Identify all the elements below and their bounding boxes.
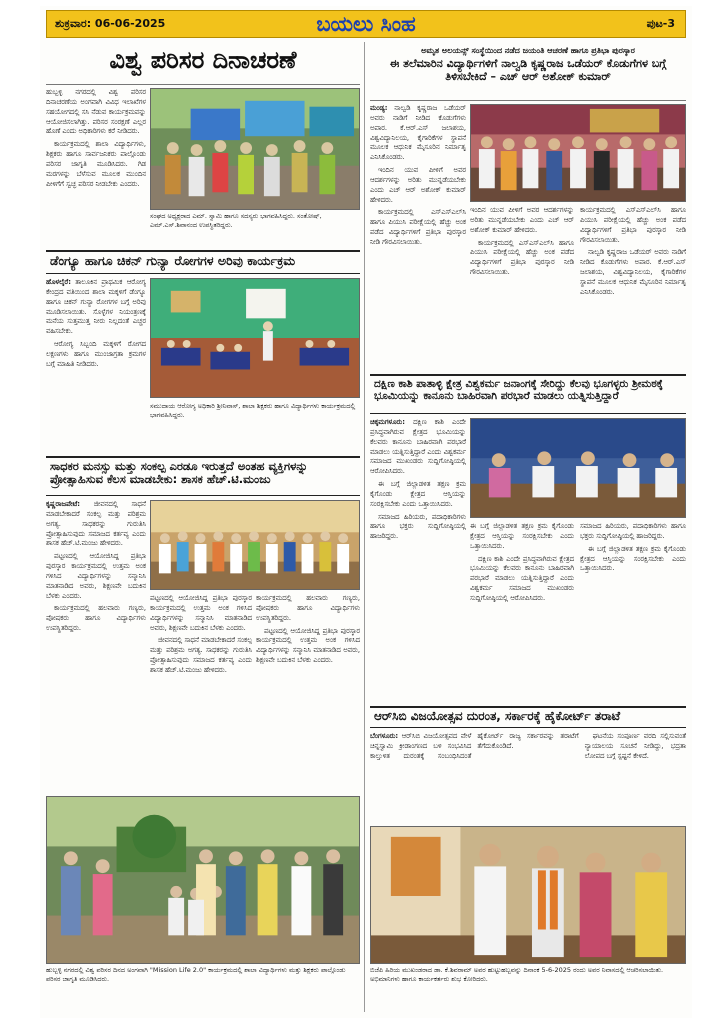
mission-life-photo xyxy=(46,796,360,964)
issue-date: ಶುಕ್ರವಾರ: 06-06-2025 xyxy=(55,17,166,30)
kashi-body-col3 xyxy=(580,522,686,700)
divider xyxy=(46,84,360,85)
dengue-headline: ಡೆಂಗ್ಯೂ ಹಾಗೂ ಚಿಕನ್ ಗುನ್ಯಾ ರೋಗಗಳ ಅರಿವು ಕಾರ್ಯಕ್ರಮ xyxy=(46,250,360,274)
kashi-paragraph: ಸಮಾಜದ ಹಿರಿಯರು, ಪದಾಧಿಕಾರಿಗಳು ಹಾಗೂ ಭಕ್ತರು ಸುದ್ದಿಗೋಷ್ಠಿಯಲ್ಲಿ ಹಾಜರಿದ್ದರು. xyxy=(370,512,466,541)
rcb-body xyxy=(370,732,686,822)
kashi-photo xyxy=(470,418,686,518)
award-headline: ಈ ತಲೆಮಾರಿನ ವಿದ್ಯಾರ್ಥಿಗಳಿಗೆ ನಾಲ್ವಡಿ ಕೃಷ್ಣರಾಜ ಒಡೆಯರ್ ಕೊಡುಗೆಗಳ ಬಗ್ಗೆ ತಿಳಿಸಬೇಕಿದೆ – ಎಚ್ ಆರ್ ಅಶೋಕ್ ಕುಮಾರ್ xyxy=(389,57,667,83)
mla-paragraph: ಜೀವನದಲ್ಲಿ ಸಾಧನೆ ಮಾಡಬೇಕಾದರೆ ಸಂಕಲ್ಪ ಮತ್ತು ಪರಿಶ್ರಮ ಅಗತ್ಯ. ಸಾಧಕರನ್ನು ಗುರುತಿಸಿ ಪ್ರೋತ್ಸಾಹಿಸುವುದು ಸಮಾಜದ ಕರ್ತವ್ಯ ಎಂದು ಶಾಸಕ ಹೆಚ್.ಟಿ.ಮಂಜು ಹೇಳಿದರು. xyxy=(46,500,146,548)
award-paragraph: ಇಂದಿನ ಯುವ ಪೀಳಿಗೆ ಅವರ ಆದರ್ಶಗಳನ್ನು ಅರಿತು ಮುನ್ನಡೆಯಬೇಕು ಎಂದು ಎಚ್ ಆರ್ ಅಶೋಕ್ ಕುಮಾರ್ ಹೇಳಿದರು. xyxy=(370,166,466,204)
mla-byline: ಕೃಷ್ಣರಾಜಪೇಟೆ: xyxy=(46,500,81,508)
award-body-col3 xyxy=(580,206,686,368)
birthday-photo xyxy=(370,826,686,964)
mla-paragraph: ಪಟ್ಟಣದಲ್ಲಿ ಆಯೋಜಿಸಿದ್ದ ಪ್ರತಿಭಾ ಪುರಸ್ಕಾರ ಕಾರ್ಯಕ್ರಮದಲ್ಲಿ ಉತ್ತಮ ಅಂಕ ಗಳಿಸಿದ ವಿದ್ಯಾರ್ಥಿಗಳನ್ನು ಸನ್ಮಾನಿಸಿ ಮಾತನಾಡಿದ ಅವರು, ಶಿಕ್ಷಣವೇ ಬದುಕಿನ ಬೆಳಕು ಎಂದರು. xyxy=(46,552,146,600)
rcb-byline: ಬೆಂಗಳೂರು: xyxy=(370,732,399,740)
mla-paragraph: ಜೀವನದಲ್ಲಿ ಸಾಧನೆ ಮಾಡಬೇಕಾದರೆ ಸಂಕಲ್ಪ ಮತ್ತು ಪರಿಶ್ರಮ ಅಗತ್ಯ. ಸಾಧಕರನ್ನು ಗುರುತಿಸಿ ಪ್ರೋತ್ಸಾಹಿಸುವುದು ಸಮಾಜದ ಕರ್ತವ್ಯ ಎಂದು ಶಾಸಕ ಹೆಚ್.ಟಿ.ಮಂಜು ಹೇಳಿದರು. xyxy=(150,636,252,674)
award-byline: ಮಂಡ್ಯ: xyxy=(370,104,388,112)
kashi-paragraph: ಸಮಾಜದ ಹಿರಿಯರು, ಪದಾಧಿಕಾರಿಗಳು ಹಾಗೂ ಭಕ್ತರು ಸುದ್ದಿಗೋಷ್ಠಿಯಲ್ಲಿ ಹಾಜರಿದ್ದರು. xyxy=(580,522,686,540)
kashi-body-col1 xyxy=(370,418,466,700)
award-paragraph: ಕಾರ್ಯಕ್ರಮದಲ್ಲಿ ಎಸ್‌ಎಸ್‌ಎಲ್‌ಸಿ ಹಾಗೂ ಪಿಯುಸಿ ಪರೀಕ್ಷೆಯಲ್ಲಿ ಹೆಚ್ಚು ಅಂಕ ಪಡೆದ ವಿದ್ಯಾರ್ಥಿಗಳಿಗೆ ಪ್ರತಿಭಾ ಪುರಸ್ಕಾರ ನೀಡಿ ಗೌರವಿಸಲಾಯಿತು. xyxy=(580,206,686,244)
kashi-paragraph: ಈ ಬಗ್ಗೆ ಜಿಲ್ಲಾಡಳಿತ ತಕ್ಷಣ ಕ್ರಮ ಕೈಗೊಂಡು ಕ್ಷೇತ್ರದ ಆಸ್ತಿಯನ್ನು ಸಂರಕ್ಷಿಸಬೇಕು ಎಂದು ಒತ್ತಾಯಿಸಿದರು. xyxy=(370,480,466,508)
mla-paragraph: ಪಟ್ಟಣದಲ್ಲಿ ಆಯೋಜಿಸಿದ್ದ ಪ್ರತಿಭಾ ಪುರಸ್ಕಾರ ಕಾರ್ಯಕ್ರಮದಲ್ಲಿ ಉತ್ತಮ ಅಂಕ ಗಳಿಸಿದ ವಿದ್ಯಾರ್ಥಿಗಳನ್ನು ಸನ್ಮಾನಿಸಿ ಮಾತನಾಡಿದ ಅವರು, ಶಿಕ್ಷಣವೇ ಬದುಕಿನ ಬೆಳಕು ಎಂದರು. xyxy=(256,626,360,665)
environment-headline: ವಿಶ್ವ ಪರಿಸರ ದಿನಾಚರಣೆ xyxy=(109,45,297,74)
environment-paragraph: ಕಾರ್ಯಕ್ರಮದಲ್ಲಿ ಶಾಲಾ ವಿದ್ಯಾರ್ಥಿಗಳು, ಶಿಕ್ಷಕರು ಹಾಗೂ ಸಾರ್ವಜನಿಕರು ಪಾಲ್ಗೊಂಡು ಪರಿಸರ ಜಾಗೃತಿ ಮೂಡಿಸಿದರು. ಗಿಡ ಮರಗಳನ್ನು ಬೆಳೆಸುವ ಮೂಲಕ ಮುಂದಿನ ಪೀಳಿಗೆಗೆ ಸ್ವಚ್ಛ ಪರಿಸರ ನೀಡಬೇಕು ಎಂದರು. xyxy=(46,140,146,188)
dengue-paragraph: ಆರೋಗ್ಯ ಸಿಬ್ಬಂದಿ ಮಕ್ಕಳಿಗೆ ರೋಗದ ಲಕ್ಷಣಗಳು ಹಾಗೂ ಮುಂಜಾಗ್ರತಾ ಕ್ರಮಗಳ ಬಗ್ಗೆ ಮಾಹಿತಿ ನೀಡಿದರು. xyxy=(46,340,146,368)
mla-body-col2 xyxy=(150,594,252,790)
award-body-col2 xyxy=(470,206,574,368)
award-paragraph: ಇಂದಿನ ಯುವ ಪೀಳಿಗೆ ಅವರ ಆದರ್ಶಗಳನ್ನು ಅರಿತು ಮುನ್ನಡೆಯಬೇಕು ಎಂದು ಎಚ್ ಆರ್ ಅಶೋಕ್ ಕುಮಾರ್ ಹೇಳಿದರು. xyxy=(470,206,574,234)
dengue-byline: ಹೊಳಲ್ಕೆರೆ: xyxy=(46,278,71,286)
award-paragraph: ಕಾರ್ಯಕ್ರಮದಲ್ಲಿ ಎಸ್‌ಎಸ್‌ಎಲ್‌ಸಿ ಹಾಗೂ ಪಿಯುಸಿ ಪರೀಕ್ಷೆಯಲ್ಲಿ ಹೆಚ್ಚು ಅಂಕ ಪಡೆದ ವಿದ್ಯಾರ್ಥಿಗಳಿಗೆ ಪ್ರತಿಭಾ ಪುರಸ್ಕಾರ ನೀಡಿ ಗೌರವಿಸಲಾಯಿತು. xyxy=(370,208,466,246)
kashi-paragraph: ಈ ಬಗ್ಗೆ ಜಿಲ್ಲಾಡಳಿತ ತಕ್ಷಣ ಕ್ರಮ ಕೈಗೊಂಡು ಕ್ಷೇತ್ರದ ಆಸ್ತಿಯನ್ನು ಸಂರಕ್ಷಿಸಬೇಕು ಎಂದು ಒತ್ತಾಯಿಸಿದರು. xyxy=(580,544,686,573)
environment-photo xyxy=(150,88,360,210)
award-paragraph: ಕಾರ್ಯಕ್ರಮದಲ್ಲಿ ಎಸ್‌ಎಸ್‌ಎಲ್‌ಸಿ ಹಾಗೂ ಪಿಯುಸಿ ಪರೀಕ್ಷೆಯಲ್ಲಿ ಹೆಚ್ಚು ಅಂಕ ಪಡೆದ ವಿದ್ಯಾರ್ಥಿಗಳಿಗೆ ಪ್ರತಿಭಾ ಪುರಸ್ಕಾರ ನೀಡಿ ಗೌರವಿಸಲಾಯಿತು. xyxy=(470,238,574,277)
award-paragraph: ನಾಲ್ವಡಿ ಕೃಷ್ಣರಾಜ ಒಡೆಯರ್ ಅವರು ನಾಡಿಗೆ ನೀಡಿದ ಕೊಡುಗೆಗಳು ಅಪಾರ. ಕೆ.ಆರ್.ಎಸ್ ಜಲಾಶಯ, ವಿಶ್ವವಿದ್ಯಾನಿಲಯ, ಕೈಗಾರಿಕೆಗಳ ಸ್ಥಾಪನೆ ಮೂಲಕ ಆಧುನಿಕ ಮೈಸೂರಿನ ನಿರ್ಮಾತೃ ಎನಿಸಿಕೊಂಡರು. xyxy=(580,248,686,296)
award-photo xyxy=(470,104,686,202)
mla-paragraph: ಕಾರ್ಯಕ್ರಮದಲ್ಲಿ ಹಲವಾರು ಗಣ್ಯರು, ಪೋಷಕರು ಹಾಗೂ ವಿದ್ಯಾರ್ಥಿಗಳು ಉಪಸ್ಥಿತರಿದ್ದರು. xyxy=(46,604,146,633)
newspaper-title: ಬಯಲು ಸಿಂಹ xyxy=(316,12,416,36)
dengue-caption: ಸಮುದಾಯ ಆರೋಗ್ಯ ಅಧಿಕಾರಿ ಶ್ರೀನಿವಾಸ್, ಶಾಲಾ ಶಿಕ್ಷಕರು ಹಾಗೂ ವಿದ್ಯಾರ್ಥಿಗಳು ಕಾರ್ಯಕ್ರಮದಲ್ಲಿ ಭಾಗವಹಿಸಿದ್ದರು. xyxy=(150,402,356,420)
divider xyxy=(370,100,686,101)
newspaper-page xyxy=(40,6,692,1018)
masthead xyxy=(46,10,686,38)
kashi-paragraph: ಈ ಬಗ್ಗೆ ಜಿಲ್ಲಾಡಳಿತ ತಕ್ಷಣ ಕ್ರಮ ಕೈಗೊಂಡು ಕ್ಷೇತ್ರದ ಆಸ್ತಿಯನ್ನು ಸಂರಕ್ಷಿಸಬೇಕು ಎಂದು ಒತ್ತಾಯಿಸಿದರು. xyxy=(470,522,574,550)
rcb-paragraph: ಘಟನೆಯ ಸಂಪೂರ್ಣ ವರದಿ ಸಲ್ಲಿಸುವಂತೆ ನ್ಯಾಯಾಲಯ ಸೂಚನೆ ನೀಡಿದ್ದು, ಭದ್ರತಾ ಲೋಪದ ಬಗ್ಗೆ ಸ್ಪಷ್ಟನೆ ಕೇಳಿದೆ. xyxy=(584,732,686,760)
mla-paragraph: ಕಾರ್ಯಕ್ರಮದಲ್ಲಿ ಹಲವಾರು ಗಣ್ಯರು, ಪೋಷಕರು ಹಾಗೂ ವಿದ್ಯಾರ್ಥಿಗಳು ಉಪಸ್ಥಿತರಿದ್ದರು. xyxy=(256,594,360,622)
mla-headline: ಸಾಧಕರ ಮನಸ್ಸು ಮತ್ತು ಸಂಕಲ್ಪ ಎರಡೂ ಇರುತ್ತದೆ ಅಂತಹ ವ್ಯಕ್ತಿಗಳನ್ನು ಪ್ರೋತ್ಸಾಹಿಸುವ ಕೆಲಸ ಮಾಡಬೇಕು: ಶಾಸಕ ಹೆಚ್.ಟಿ.ಮಂಜು xyxy=(46,456,360,496)
kashi-body-col2 xyxy=(470,522,574,700)
mla-body-col3 xyxy=(256,594,360,790)
mla-body-col1 xyxy=(46,500,146,790)
rcb-headline: ಆರ್‌ಸಿಬಿ ವಿಜಯೋತ್ಸವ ದುರಂತ, ಸರ್ಕಾರಕ್ಕೆ ಹೈಕೋರ್ಟ್ ತರಾಟೆ xyxy=(370,706,686,728)
dengue-body xyxy=(46,278,146,448)
environment-caption: ಸಂಘದ ಅಧ್ಯಕ್ಷರಾದ ಎಮ್. ಸ್ವಾಮಿ ಹಾಗೂ ಸದಸ್ಯರು ಭಾಗವಹಿಸಿದ್ದರು. ಸಂತೋಷ್, ಎಮ್.ಎಸ್.ಶಿವಾನಂದ ಉಪಸ್ಥಿತರಿದ್ದರು. xyxy=(150,212,322,230)
kashi-paragraph: ದಕ್ಷಿಣ ಕಾಶಿ ಎಂದೇ ಪ್ರಸಿದ್ಧವಾಗಿರುವ ಕ್ಷೇತ್ರದ ಭೂಮಿಯನ್ನು ಕೆಲವರು ಕಾನೂನು ಬಾಹಿರವಾಗಿ ಪರಭಾರೆ ಮಾಡಲು ಯತ್ನಿಸುತ್ತಿದ್ದಾರೆ ಎಂದು ವಿಶ್ವಕರ್ಮ ಸಮಾಜದ ಮುಖಂಡರು ಸುದ್ದಿಗೋಷ್ಠಿಯಲ್ಲಿ ಆರೋಪಿಸಿದರು. xyxy=(370,418,466,476)
award-body-col1 xyxy=(370,104,466,368)
kashi-paragraph: ದಕ್ಷಿಣ ಕಾಶಿ ಎಂದೇ ಪ್ರಸಿದ್ಧವಾಗಿರುವ ಕ್ಷೇತ್ರದ ಭೂಮಿಯನ್ನು ಕೆಲವರು ಕಾನೂನು ಬಾಹಿರವಾಗಿ ಪರಭಾರೆ ಮಾಡಲು ಯತ್ನಿಸುತ್ತಿದ್ದಾರೆ ಎಂದು ವಿಶ್ವಕರ್ಮ ಸಮಾಜದ ಮುಖಂಡರು ಸುದ್ದಿಗೋಷ್ಠಿಯಲ್ಲಿ ಆರೋಪಿಸಿದರು. xyxy=(470,554,574,602)
mla-paragraph: ಪಟ್ಟಣದಲ್ಲಿ ಆಯೋಜಿಸಿದ್ದ ಪ್ರತಿಭಾ ಪುರಸ್ಕಾರ ಕಾರ್ಯಕ್ರಮದಲ್ಲಿ ಉತ್ತಮ ಅಂಕ ಗಳಿಸಿದ ವಿದ್ಯಾರ್ಥಿಗಳನ್ನು ಸನ್ಮಾನಿಸಿ ಮಾತನಾಡಿದ ಅವರು, ಶಿಕ್ಷಣವೇ ಬದುಕಿನ ಬೆಳಕು ಎಂದರು. xyxy=(150,594,252,632)
environment-body xyxy=(46,88,146,218)
mla-photo xyxy=(150,500,360,590)
page-number: ಪುಟ-3 xyxy=(646,17,675,30)
dengue-paragraph: ತಾಲೂಕಿನ ಪ್ರಾಥಮಿಕ ಆರೋಗ್ಯ ಕೇಂದ್ರದ ವತಿಯಿಂದ ಶಾಲಾ ಮಕ್ಕಳಿಗೆ ಡೆಂಗ್ಯೂ ಹಾಗೂ ಚಿಕನ್ ಗುನ್ಯಾ ರೋಗಗಳ ಬಗ್ಗೆ ಅರಿವು ಮೂಡಿಸಲಾಯಿತು. ಸೊಳ್ಳೆಗಳ ನಿಯಂತ್ರಣಕ್ಕೆ ಮನೆಯ ಸುತ್ತಮುತ್ತ ನೀರು ನಿಲ್ಲದಂತೆ ಎಚ್ಚರ ವಹಿಸಬೇಕು. xyxy=(46,278,146,336)
rcb-paragraph: ಆರ್‌ಸಿಬಿ ವಿಜಯೋತ್ಸವದ ವೇಳೆ ಚಿನ್ನಸ್ವಾಮಿ ಕ್ರೀಡಾಂಗಣದ ಬಳಿ ಸಂಭವಿಸಿದ ಕಾಲ್ತುಳಿತ ದುರಂತಕ್ಕೆ ಸಂಬಂಧಿಸಿದಂತೆ ಹೈಕೋರ್ಟ್ ರಾಜ್ಯ ಸರ್ಕಾರವನ್ನು ತರಾಟೆಗೆ ತೆಗೆದುಕೊಂಡಿದೆ. xyxy=(370,732,579,760)
award-kicker: ಅಮೃತ ಅಲಯನ್ಸ್ ಸಂಸ್ಥೆಯಿಂದ ನಡೆದ ಜಯಂತಿ ಆಚರಣೆ ಹಾಗೂ ಪ್ರತಿಭಾ ಪುರಸ್ಕಾರ xyxy=(421,46,635,55)
kashi-headline: ದಕ್ಷಿಣ ಕಾಶಿ ಪಾತಾಳ್ಳಿ ಕ್ಷೇತ್ರ ವಿಶ್ವಕರ್ಮ ಜನಾಂಗಕ್ಕೆ ಸೇರಿದ್ದು ಕೆಲವು ಭೂಗಳ್ಳರು ಶ್ರೀಮಠಕ್ಕೆ ಭೂಮಿಯನ್ನು ಕಾನೂನು ಬಾಹಿರವಾಗಿ ಪರಭಾರೆ ಮಾಡಲು ಯತ್ನಿಸುತ್ತಿದ್ದಾರೆ xyxy=(370,374,686,414)
dengue-photo xyxy=(150,278,360,398)
mission-life-caption: ಹುಬ್ಬಳ್ಳಿ ನಗರದಲ್ಲಿ ವಿಶ್ವ ಪರಿಸರ ದಿನದ ಅಂಗವಾಗಿ "Mission Life 2.0" ಕಾರ್ಯಕ್ರಮದಲ್ಲಿ ಶಾಲಾ ವಿದ್ಯಾರ್ಥಿಗಳು ಮತ್ತು ಶಿಕ್ಷಕರು ಪಾಲ್ಗೊಂಡು ಪರಿಸರ ಜಾಗೃತಿ ಮೂಡಿಸಿದರು. xyxy=(46,966,346,984)
birthday-caption: ಬಿಜೆಪಿ ಹಿರಿಯ ಮುಖಂಡರಾದ ಡಾ. ಕೆ.ಶಿವರಾಮ್ ಅವರ ಹುಟ್ಟುಹಬ್ಬವನ್ನು ದಿನಾಂಕ 5-6-2025 ರಂದು ಅವರ ನಿವಾಸದಲ್ಲಿ ಆಚರಿಸಲಾಯಿತು. ಅಭಿಮಾನಿಗಳು ಹಾಗೂ ಕಾರ್ಯಕರ್ತರು ಶುಭ ಕೋರಿದರು. xyxy=(370,966,664,984)
kashi-byline: ಚಿಕ್ಕಮಗಳೂರು: xyxy=(370,418,405,426)
column-divider xyxy=(364,42,365,1012)
award-paragraph: ನಾಲ್ವಡಿ ಕೃಷ್ಣರಾಜ ಒಡೆಯರ್ ಅವರು ನಾಡಿಗೆ ನೀಡಿದ ಕೊಡುಗೆಗಳು ಅಪಾರ. ಕೆ.ಆರ್.ಎಸ್ ಜಲಾಶಯ, ವಿಶ್ವವಿದ್ಯಾನಿಲಯ, ಕೈಗಾರಿಕೆಗಳ ಸ್ಥಾಪನೆ ಮೂಲಕ ಆಧುನಿಕ ಮೈಸೂರಿನ ನಿರ್ಮಾತೃ ಎನಿಸಿಕೊಂಡರು. xyxy=(370,104,466,162)
environment-paragraph: ಹುಬ್ಬಳ್ಳಿ ನಗರದಲ್ಲಿ ವಿಶ್ವ ಪರಿಸರ ದಿನಾಚರಣೆಯ ಅಂಗವಾಗಿ ವಿವಿಧ ಇಲಾಖೆಗಳ ಸಹಯೋಗದಲ್ಲಿ ಸಸಿ ನೆಡುವ ಕಾರ್ಯಕ್ರಮವನ್ನು ಆಯೋಜಿಸಲಾಗಿತ್ತು. ಪರಿಸರ ಸಂರಕ್ಷಣೆ ಎಲ್ಲರ ಹೊಣೆ ಎಂದು ಅಧಿಕಾರಿಗಳು ಕರೆ ನೀಡಿದರು. xyxy=(46,88,146,136)
